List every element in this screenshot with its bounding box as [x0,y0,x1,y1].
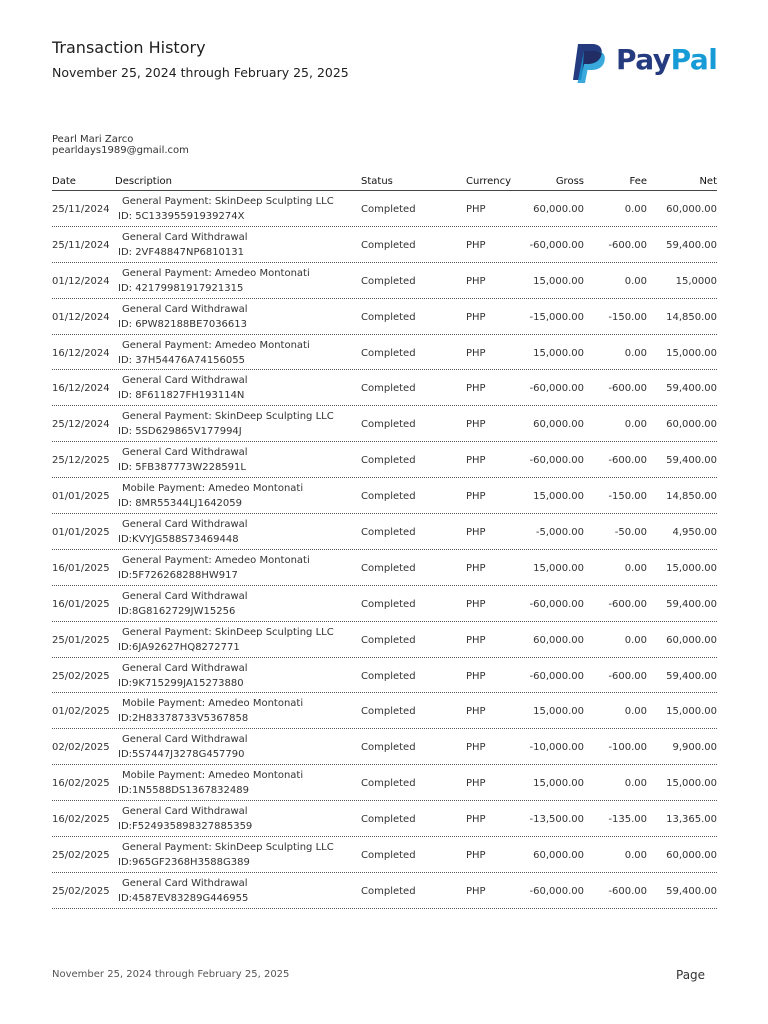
row-description: General Payment: Amedeo Montonati [122,554,310,566]
row-description: General Card Withdrawal [122,447,248,459]
row-gross: 15,000.00 [533,275,584,287]
row-net: 15,0000 [675,275,717,287]
row-net: 59,400.00 [666,598,717,610]
row-description: General Card Withdrawal [122,662,248,674]
row-currency: PHP [466,706,486,718]
row-currency: PHP [466,778,486,790]
row-date: 25/12/2025 [52,455,110,467]
row-transaction-id: ID:9K715299JA15273880 [118,677,244,689]
row-status: Completed [361,275,416,287]
row-currency: PHP [466,670,486,682]
row-description: General Card Withdrawal [122,303,248,315]
row-transaction-id: ID: 5SD629865V177994J [118,426,242,438]
row-gross: 15,000.00 [533,778,584,790]
row-transaction-id: ID: 8F611827FH193114N [118,390,245,402]
table-row [52,370,717,406]
table-row [52,227,717,263]
row-description: General Payment: SkinDeep Sculpting LLC [122,411,334,423]
row-net: 59,400.00 [666,239,717,251]
row-transaction-id: ID: 5C13395591939274X [118,211,245,222]
row-net: 15,000.00 [666,347,717,359]
row-description: Mobile Payment: Amedeo Montonati [122,698,304,710]
row-currency: PHP [466,383,486,395]
row-description: General Card Withdrawal [122,375,248,387]
row-gross: -10,000.00 [529,742,584,754]
row-fee: 0.00 [624,419,647,431]
row-gross: 15,000.00 [533,562,584,574]
row-date: 01/01/2025 [52,527,110,539]
row-transaction-id: ID: 6PW82188BE7036613 [118,318,248,330]
row-description: General Payment: Amedeo Montonati [122,339,310,351]
row-fee: 0.00 [624,778,647,790]
row-gross: -60,000.00 [529,885,584,897]
row-fee: -600.00 [608,455,647,467]
row-date: 16/12/2024 [52,347,110,359]
row-fee: -600.00 [608,885,647,897]
row-transaction-id: ID: 37H54476A74156055 [118,354,245,366]
table-row [52,837,717,873]
row-description: Mobile Payment: Amedeo Montonati [122,483,304,495]
row-net: 59,400.00 [666,383,717,395]
row-fee: 0.00 [624,850,647,862]
row-status: Completed [361,347,416,359]
row-description: General Card Withdrawal [122,806,248,818]
row-currency: PHP [466,634,486,646]
row-transaction-id: ID:5F726268288HW917 [118,569,238,581]
row-net: 60,000.00 [666,204,717,215]
table-row [52,693,717,729]
row-transaction-id: ID:2H83378733V5367858 [118,713,249,725]
row-currency: PHP [466,814,486,826]
row-status: Completed [361,491,416,503]
col-fee: Fee [629,176,647,187]
row-currency: PHP [466,598,486,610]
transactions-table [52,175,717,909]
row-status: Completed [361,419,416,431]
row-fee: -600.00 [608,598,647,610]
row-currency: PHP [466,419,486,431]
page-title: Transaction History [52,38,206,57]
row-description: Mobile Payment: Amedeo Montonati [122,770,304,782]
row-description: General Card Withdrawal [122,734,248,746]
row-gross: 60,000.00 [533,419,584,431]
row-description: General Payment: SkinDeep Sculpting LLC [122,626,334,638]
row-fee: 0.00 [624,347,647,359]
table-body [52,191,717,909]
row-date: 01/12/2024 [52,311,110,323]
row-transaction-id: ID: 2VF48847NP6810131 [118,246,245,258]
row-currency: PHP [466,455,486,467]
row-gross: 60,000.00 [533,850,584,862]
row-date: 25/02/2025 [52,885,110,897]
row-net: 15,000.00 [666,562,717,574]
row-currency: PHP [466,562,486,574]
row-status: Completed [361,706,416,718]
row-date: 16/02/2025 [52,778,110,790]
row-description: General Card Withdrawal [122,519,248,531]
row-date: 16/01/2025 [52,598,110,610]
row-fee: -600.00 [608,239,647,251]
row-transaction-id: ID:1N5588DS1367832489 [118,785,249,797]
row-fee: -50.00 [614,527,647,539]
col-date: Date [52,176,76,187]
row-fee: -150.00 [608,491,647,503]
account-holder [52,135,189,156]
row-transaction-id: ID: 8MR55344LJ1642059 [118,498,243,510]
row-gross: -60,000.00 [529,670,584,682]
row-status: Completed [361,814,416,826]
col-description: Description [115,176,172,187]
table-row [52,658,717,694]
table-row [52,442,717,478]
table-row [52,550,717,586]
table-row [52,514,717,550]
row-fee: -600.00 [608,670,647,682]
paypal-logo [566,40,741,84]
row-fee: 0.00 [624,275,647,287]
table-row [52,873,717,909]
col-status: Status [361,176,393,187]
row-date: 16/01/2025 [52,562,110,574]
table-row [52,191,717,227]
logo-word-pay: Pay [616,43,671,76]
row-status: Completed [361,311,416,323]
row-currency: PHP [466,491,486,503]
row-status: Completed [361,850,416,862]
row-fee: 0.00 [624,634,647,646]
logo-word-pal: Pal [670,43,718,76]
row-date: 25/11/2024 [52,204,110,215]
row-date: 02/02/2025 [52,742,110,754]
row-transaction-id: ID: 5FB387773W228591L [118,462,246,474]
row-transaction-id: ID:4587EV83289G446955 [118,892,249,904]
row-currency: PHP [466,742,486,754]
row-gross: -60,000.00 [529,383,584,395]
row-net: 4,950.00 [672,527,717,539]
row-status: Completed [361,885,416,897]
row-date: 25/02/2025 [52,670,110,682]
table-row [52,406,717,442]
row-date: 25/02/2025 [52,850,110,862]
table-row [52,335,717,371]
row-transaction-id: ID: 42179981917921315 [118,282,244,294]
row-currency: PHP [466,275,486,287]
row-description: General Payment: Amedeo Montonati [122,267,310,279]
row-fee: -135.00 [608,814,647,826]
row-currency: PHP [466,239,486,251]
table-row [52,586,717,622]
row-net: 59,400.00 [666,455,717,467]
row-gross: 60,000.00 [533,204,584,215]
row-gross: -60,000.00 [529,455,584,467]
row-net: 15,000.00 [666,778,717,790]
row-net: 14,850.00 [666,311,717,323]
row-gross: -60,000.00 [529,598,584,610]
col-net: Net [699,176,717,187]
row-gross: -13,500.00 [529,814,584,826]
statement-period: November 25, 2024 through February 25, 2025 [52,65,349,80]
row-net: 59,400.00 [666,885,717,897]
row-gross: 15,000.00 [533,491,584,503]
row-currency: PHP [466,850,486,862]
row-status: Completed [361,239,416,251]
table-row [52,478,717,514]
row-gross: -15,000.00 [529,311,584,323]
account-email: pearldays1989@gmail.com [52,144,189,156]
row-net: 9,900.00 [672,742,717,754]
paypal-p-icon [566,40,610,84]
row-net: 15,000.00 [666,706,717,718]
account-name: Pearl Mari Zarco [52,134,134,145]
row-fee: 0.00 [624,562,647,574]
table-row [52,299,717,335]
row-fee: -100.00 [608,742,647,754]
row-date: 16/12/2024 [52,383,110,395]
row-description: General Card Withdrawal [122,231,248,243]
row-status: Completed [361,778,416,790]
row-currency: PHP [466,527,486,539]
row-transaction-id: ID:8G8162729JW15256 [118,605,236,617]
row-gross: 15,000.00 [533,706,584,718]
col-currency: Currency [466,176,512,187]
row-description: General Card Withdrawal [122,877,248,889]
row-description: General Card Withdrawal [122,590,248,602]
row-gross: 15,000.00 [533,347,584,359]
row-status: Completed [361,742,416,754]
row-date: 16/02/2025 [52,814,110,826]
row-gross: 60,000.00 [533,634,584,646]
row-currency: PHP [466,204,486,215]
table-row [52,765,717,801]
row-net: 60,000.00 [666,634,717,646]
page-number: Page [676,968,706,982]
table-header [52,175,717,191]
row-status: Completed [361,562,416,574]
row-date: 01/01/2025 [52,491,110,503]
row-currency: PHP [466,311,486,323]
row-status: Completed [361,670,416,682]
row-net: 13,365.00 [666,814,717,826]
footer-period: November 25, 2024 through February 25, 2025 [52,969,290,980]
row-description: General Payment: SkinDeep Sculpting LLC [122,196,334,207]
row-status: Completed [361,634,416,646]
row-fee: -150.00 [608,311,647,323]
row-status: Completed [361,527,416,539]
row-currency: PHP [466,885,486,897]
row-date: 25/11/2024 [52,239,110,251]
row-net: 59,400.00 [666,670,717,682]
table-row [52,263,717,299]
row-net: 60,000.00 [666,419,717,431]
row-date: 01/02/2025 [52,706,110,718]
row-transaction-id: ID:5S7447J3278G457790 [118,749,245,761]
col-gross: Gross [555,176,584,187]
row-status: Completed [361,204,416,215]
row-date: 25/01/2025 [52,634,110,646]
row-net: 60,000.00 [666,850,717,862]
row-fee: 0.00 [624,204,647,215]
row-description: General Payment: SkinDeep Sculpting LLC [122,842,334,854]
row-transaction-id: ID:965GF2368H3588G389 [118,857,250,869]
row-transaction-id: ID:F524935898327885359 [118,821,253,833]
row-gross: -5,000.00 [535,527,584,539]
row-gross: -60,000.00 [529,239,584,251]
row-transaction-id: ID:KVYJG588S73469448 [118,534,239,546]
row-status: Completed [361,383,416,395]
row-date: 25/12/2024 [52,419,110,431]
table-row [52,622,717,658]
row-net: 14,850.00 [666,491,717,503]
row-fee: 0.00 [624,706,647,718]
row-fee: -600.00 [608,383,647,395]
row-status: Completed [361,598,416,610]
table-row [52,801,717,837]
row-status: Completed [361,455,416,467]
table-row [52,729,717,765]
row-date: 01/12/2024 [52,275,110,287]
row-transaction-id: ID:6JA92627HQ8272771 [118,641,240,653]
row-currency: PHP [466,347,486,359]
